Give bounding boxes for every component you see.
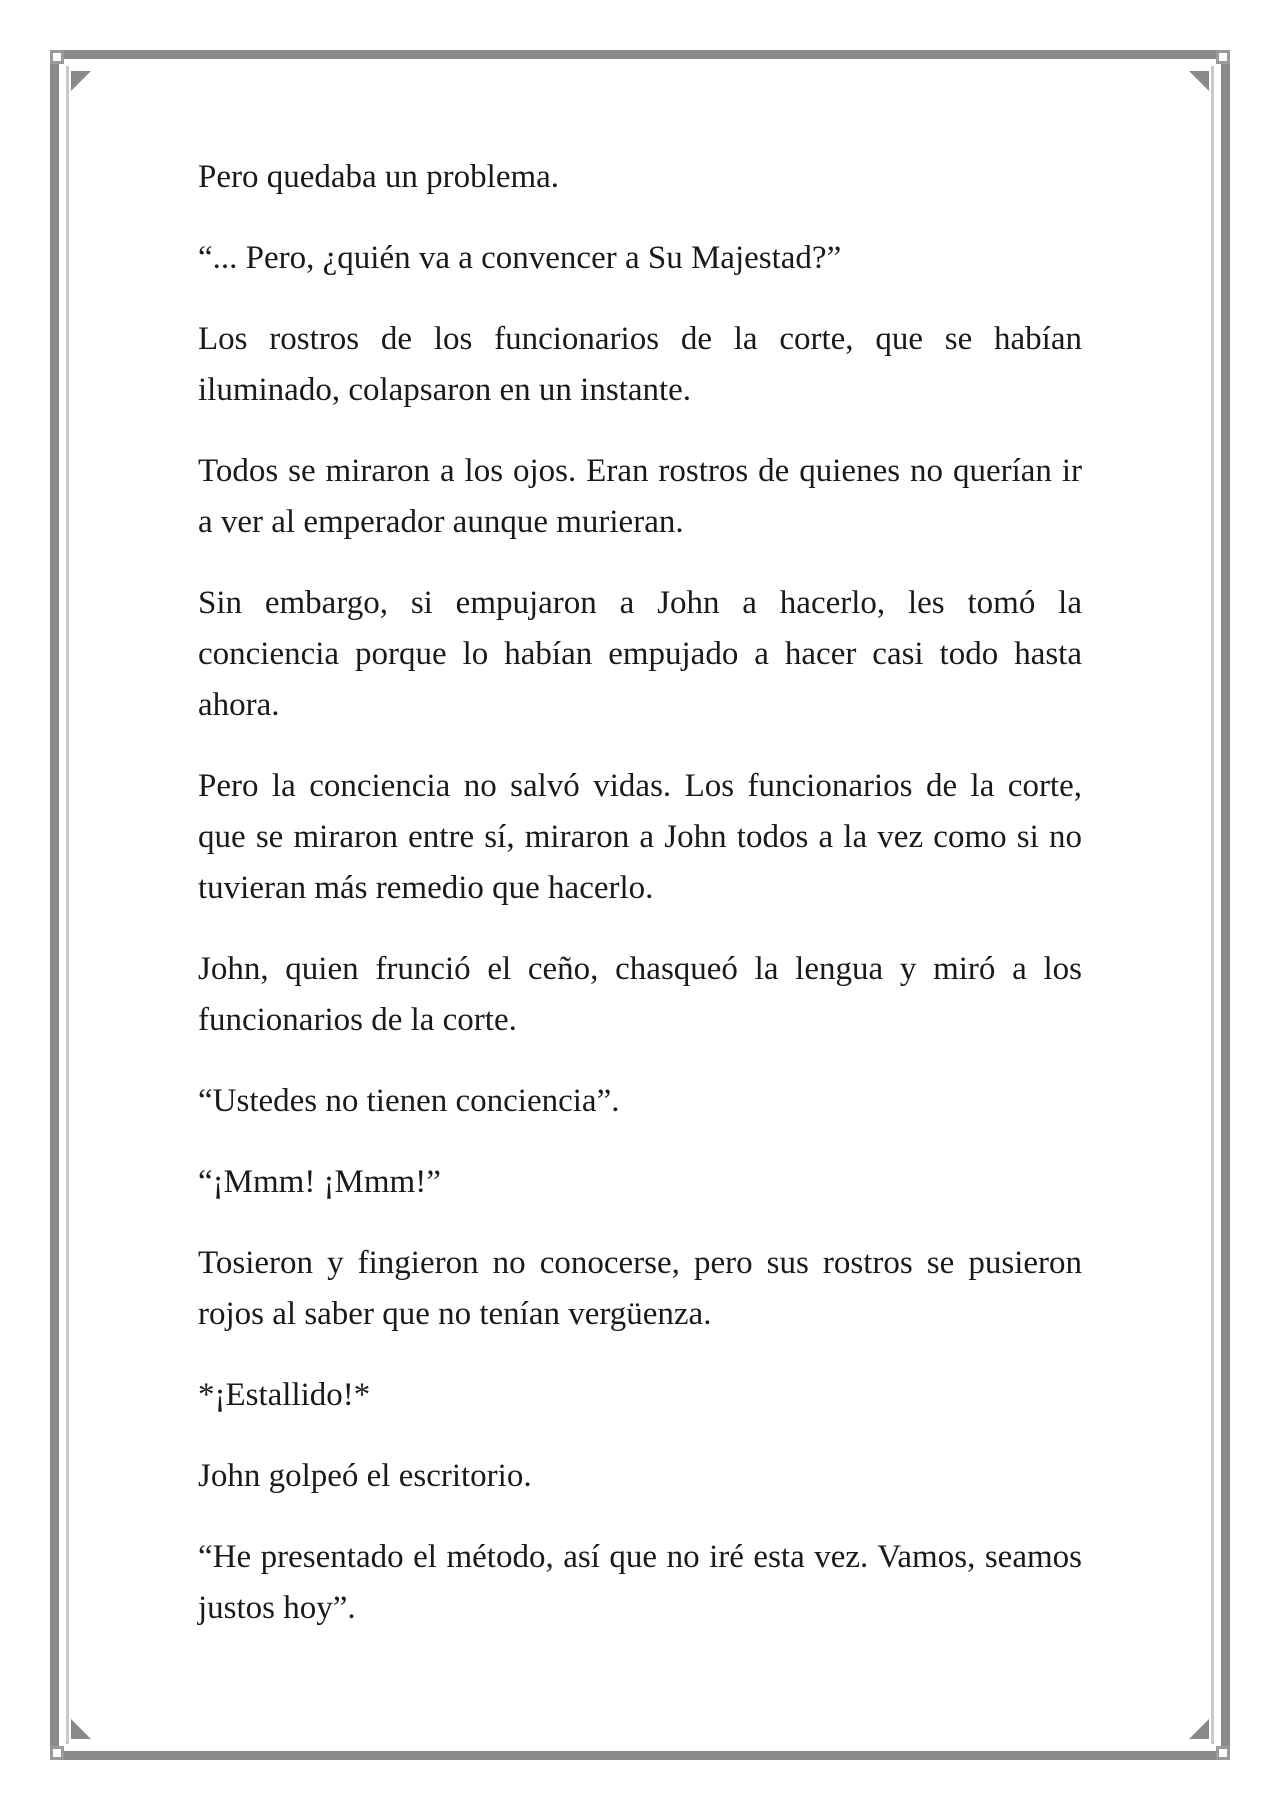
page-body (198, 152, 1082, 1664)
paragraph: “Ustedes no tienen conciencia”. (198, 1083, 620, 1119)
corner-ornament-bottom-right (1216, 1746, 1230, 1760)
paragraph: Los rostros de los funcionarios de la corte, que se habían iluminado, colapsaron en un instante. (198, 321, 1082, 408)
paragraph: Todos se miraron a los ojos. Eran rostros de quienes no querían ir a ver al emperador aunque murieran. (198, 453, 1082, 540)
paragraph: *¡Estallido!* (198, 1377, 371, 1413)
corner-triangle-bottom-left (71, 1719, 91, 1739)
paragraph: John, quien frunció el ceño, chasqueó la lengua y miró a los funcionarios de la corte. (198, 951, 1082, 1038)
paragraph: “He presentado el método, así que no iré esta vez. Vamos, seamos justos hoy”. (198, 1539, 1082, 1626)
corner-triangle-top-left (71, 71, 91, 91)
paragraph: “... Pero, ¿quién va a convencer a Su Majestad?” (198, 240, 842, 276)
paragraph: Pero quedaba un problema. (198, 159, 560, 195)
paragraph: Sin embargo, si empujaron a John a hacerlo, les tomó la conciencia porque lo habían empujado a hacer casi todo hasta ahora. (198, 585, 1082, 723)
corner-ornament-top-right (1216, 50, 1230, 64)
corner-triangle-top-right (1189, 71, 1209, 91)
paragraph: “¡Mmm! ¡Mmm!” (198, 1164, 441, 1200)
paragraph: John golpeó el escritorio. (198, 1458, 532, 1494)
paragraph: Tosieron y fingieron no conocerse, pero sus rostros se pusieron rojos al saber que no tenían vergüenza. (198, 1245, 1082, 1332)
corner-ornament-bottom-left (50, 1746, 64, 1760)
corner-triangle-bottom-right (1189, 1719, 1209, 1739)
paragraph: Pero la conciencia no salvó vidas. Los funcionarios de la corte, que se miraron entre sí, miraron a John todos a la vez como si no tuvieran más remedio que hacerlo. (198, 768, 1082, 906)
corner-ornament-top-left (50, 50, 64, 64)
